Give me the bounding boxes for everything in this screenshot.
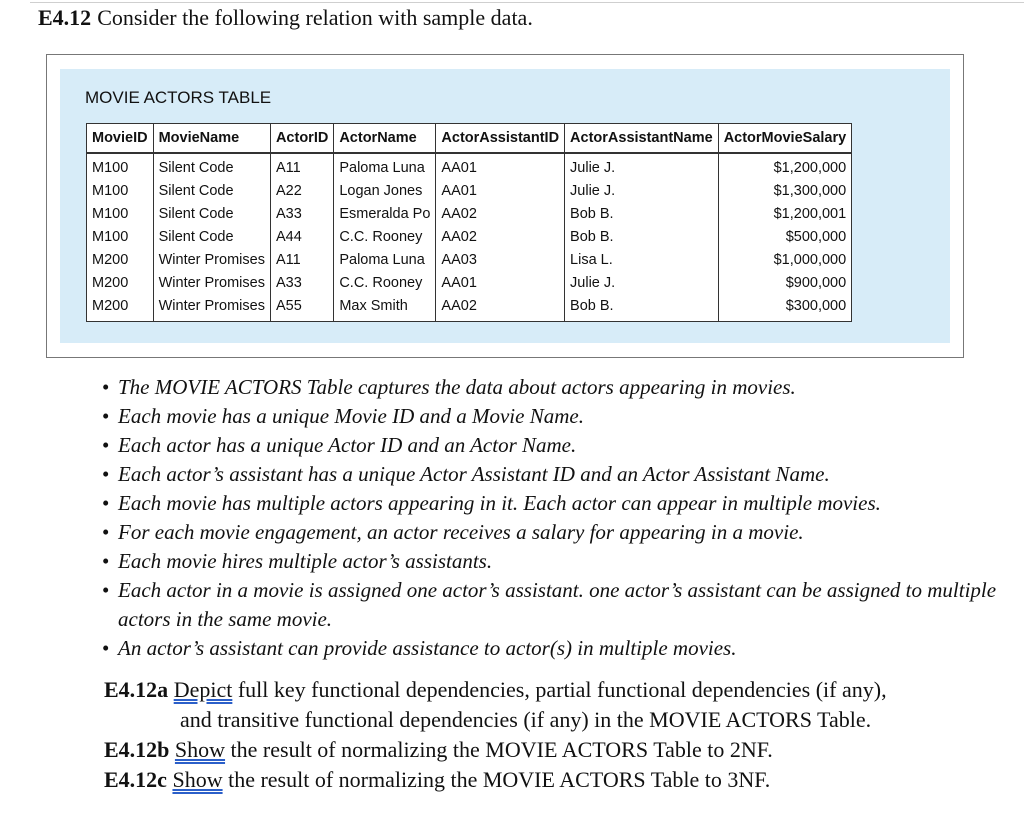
- exercise-prompt: Consider the following relation with sample data.: [97, 5, 533, 30]
- table-cell: Lisa L.: [565, 249, 719, 272]
- column-header: MovieName: [153, 124, 270, 154]
- table-cell: Winter Promises: [153, 249, 270, 272]
- table-cell: Silent Code: [153, 226, 270, 249]
- table-cell: Julie J.: [565, 272, 719, 295]
- task-item: [104, 765, 1004, 795]
- list-item: • Each movie has multiple actors appearing in it. Each actor can appear in multiple movies.: [102, 489, 1002, 518]
- table-cell: Silent Code: [153, 180, 270, 203]
- task-text: the result of normalizing the MOVIE ACTORS Table to 3NF.: [228, 767, 771, 792]
- list-item: • The MOVIE ACTORS Table captures the data about actors appearing in movies.: [102, 373, 1002, 402]
- table-cell: M200: [87, 272, 154, 295]
- table-cell: Max Smith: [334, 295, 436, 322]
- table-cell: $900,000: [718, 272, 852, 295]
- table-cell: AA02: [436, 295, 565, 322]
- table-cell: AA01: [436, 272, 565, 295]
- table-cell: A33: [270, 203, 333, 226]
- table-cell: A33: [270, 272, 333, 295]
- table-cell: M100: [87, 203, 154, 226]
- table-cell: AA02: [436, 203, 565, 226]
- task-label: E4.12a: [104, 677, 169, 702]
- table-cell: $300,000: [718, 295, 852, 322]
- list-item: • Each actor’s assistant has a unique Actor Assistant ID and an Actor Assistant Name.: [102, 460, 1002, 489]
- table-cell: A11: [270, 153, 333, 180]
- task-verb: Show: [172, 767, 223, 792]
- list-item: • An actor’s assistant can provide assistance to actor(s) in multiple movies.: [102, 634, 1002, 663]
- table-cell: Paloma Luna: [334, 153, 436, 180]
- task-text: the result of normalizing the MOVIE ACTORS Table to 2NF.: [230, 737, 773, 762]
- table-cell: Silent Code: [153, 153, 270, 180]
- table-row: [87, 203, 852, 226]
- table-cell: $1,300,000: [718, 180, 852, 203]
- task-label: E4.12b: [104, 737, 170, 762]
- column-header: ActorAssistantName: [565, 124, 719, 154]
- table-cell: Julie J.: [565, 153, 719, 180]
- table-cell: Silent Code: [153, 203, 270, 226]
- table-cell: AA03: [436, 249, 565, 272]
- table-cell: M200: [87, 295, 154, 322]
- table-cell: M100: [87, 226, 154, 249]
- table-row: [87, 226, 852, 249]
- table-cell: C.C. Rooney: [334, 272, 436, 295]
- table-cell: Logan Jones: [334, 180, 436, 203]
- column-header: ActorAssistantID: [436, 124, 565, 154]
- task-item: [104, 735, 1004, 765]
- list-item: • Each actor in a movie is assigned one actor’s assistant. one actor’s assistant can be assigned to multiple actors in the same movie.: [102, 576, 1002, 634]
- table-cell: AA01: [436, 153, 565, 180]
- table-row: [87, 295, 852, 322]
- table-row: [87, 249, 852, 272]
- top-divider: [30, 2, 1024, 3]
- task-list: [104, 675, 1004, 795]
- column-header: ActorName: [334, 124, 436, 154]
- table-cell: A44: [270, 226, 333, 249]
- task-verb: Depict: [173, 677, 233, 702]
- table-cell: C.C. Rooney: [334, 226, 436, 249]
- table-cell: AA02: [436, 226, 565, 249]
- table-cell: AA01: [436, 180, 565, 203]
- table-cell: Winter Promises: [153, 272, 270, 295]
- table-cell: $500,000: [718, 226, 852, 249]
- table-cell: A55: [270, 295, 333, 322]
- exercise-label: E4.12: [38, 5, 92, 30]
- table-cell: Julie J.: [565, 180, 719, 203]
- table-cell: A11: [270, 249, 333, 272]
- column-header: MovieID: [87, 124, 154, 154]
- table-figure-background: [60, 69, 950, 343]
- task-label: E4.12c: [104, 767, 167, 792]
- table-cell: M200: [87, 249, 154, 272]
- task-item: [104, 675, 1004, 735]
- list-item: • For each movie engagement, an actor receives a salary for appearing in a movie.: [102, 518, 1002, 547]
- movie-actors-table: [86, 123, 852, 322]
- task-continuation: and transitive functional dependencies (if any) in the MOVIE ACTORS Table.: [180, 707, 872, 732]
- list-item: • Each movie has a unique Movie ID and a Movie Name.: [102, 402, 1002, 431]
- task-verb: Show: [174, 737, 226, 762]
- requirements-list: [102, 373, 1002, 663]
- table-cell: Bob B.: [565, 295, 719, 322]
- column-header: ActorID: [270, 124, 333, 154]
- list-item: • Each movie hires multiple actor’s assistants.: [102, 547, 1002, 576]
- table-cell: $1,200,001: [718, 203, 852, 226]
- table-cell: Esmeralda Po: [334, 203, 436, 226]
- column-header: ActorMovieSalary: [718, 124, 852, 154]
- table-cell: $1,000,000: [718, 249, 852, 272]
- task-text: full key functional dependencies, partial functional dependencies (if any),: [237, 677, 887, 702]
- table-row: [87, 180, 852, 203]
- table-row: [87, 153, 852, 180]
- table-cell: A22: [270, 180, 333, 203]
- table-cell: $1,200,000: [718, 153, 852, 180]
- table-row: [87, 272, 852, 295]
- table-cell: Winter Promises: [153, 295, 270, 322]
- list-item: • Each actor has a unique Actor ID and an Actor Name.: [102, 431, 1002, 460]
- table-cell: M100: [87, 180, 154, 203]
- exercise-heading: [38, 4, 533, 32]
- table-cell: Paloma Luna: [334, 249, 436, 272]
- table-figure: [46, 54, 964, 358]
- table-cell: Bob B.: [565, 203, 719, 226]
- table-cell: Bob B.: [565, 226, 719, 249]
- table-cell: M100: [87, 153, 154, 180]
- table-header-row: [87, 124, 852, 154]
- table-title: MOVIE ACTORS TABLE: [85, 88, 272, 107]
